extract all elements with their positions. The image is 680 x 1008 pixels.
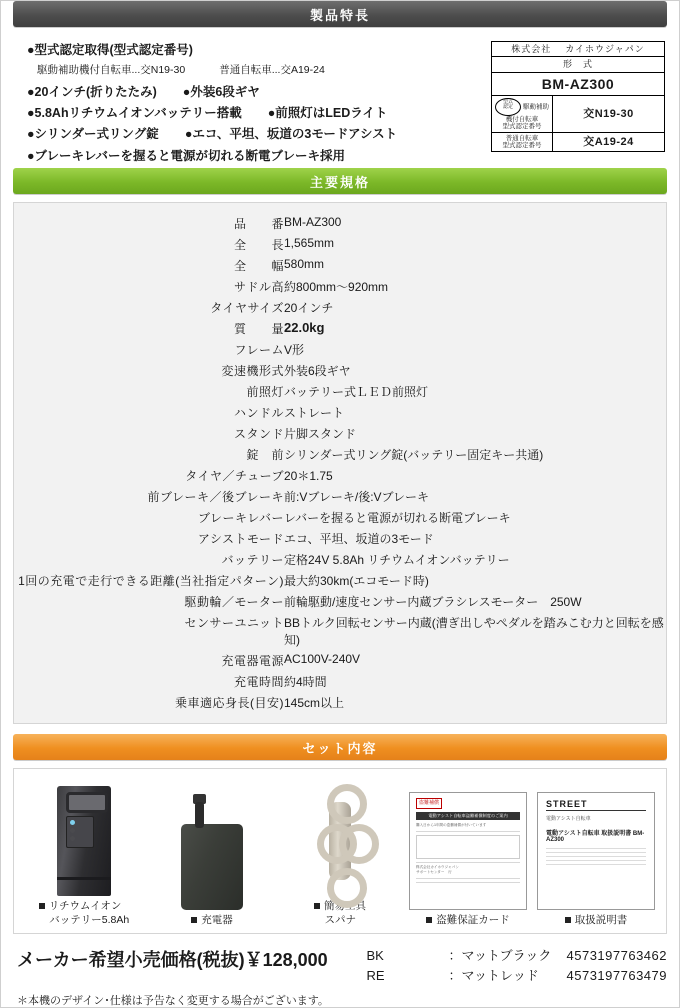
- feature-item-3: ●シリンダー式リング錠: [27, 127, 159, 142]
- battery-stripe-icon: [57, 877, 111, 880]
- spec-table: [14, 213, 666, 713]
- spec-row-label: 全 幅: [233, 259, 284, 274]
- manual-sub: 電動アシスト自転車: [546, 815, 591, 822]
- spec-row-value: 580mm: [284, 257, 325, 272]
- features-section-title: 製品特長: [309, 7, 370, 23]
- spec-row: [14, 528, 666, 549]
- spec-row: [14, 486, 666, 507]
- spec-section-title: 主要規格: [309, 174, 370, 190]
- certification-table: [491, 41, 665, 152]
- spec-row-label: バッテリー: [221, 553, 284, 568]
- set-item-4-label: 取扱説明書: [574, 913, 628, 926]
- divider: [546, 856, 646, 857]
- spec-row: [14, 444, 666, 465]
- cert-row-2-label: 普通自転車 型式認定番号: [492, 133, 553, 152]
- charger-cord-icon: [195, 802, 204, 828]
- feature-sub-left: 駆動補助機付自転車...交N19-30: [37, 64, 186, 77]
- set-item-caption: [565, 914, 628, 928]
- cert-row-2-value: 交A19-24: [553, 133, 665, 152]
- bullet-square-icon: [191, 917, 197, 923]
- cert-row-1-value: 交N19-30: [553, 95, 665, 132]
- jan-code-list: [367, 946, 668, 986]
- spec-row: [14, 591, 666, 612]
- spec-row-value: 前輪駆動/速度センサー内蔵ブラシレスモーター 250W: [284, 595, 582, 610]
- cert-company-cell: [492, 42, 665, 57]
- divider: [546, 848, 646, 849]
- set-item-caption: [39, 900, 129, 927]
- theft-card-line2: 株式会社カイホウジャパン: [416, 865, 459, 870]
- set-item-tool: [280, 776, 400, 927]
- spec-row-label: 充電器電源: [221, 654, 284, 669]
- cert-model-value: BM-AZ300: [492, 72, 665, 95]
- spec-row-value: 片脚スタンド: [284, 427, 357, 442]
- spec-row-value: 約800mm〜920mm: [284, 280, 389, 295]
- set-item-caption: [426, 914, 510, 928]
- spec-row: [14, 423, 666, 444]
- bullet-square-icon: [565, 917, 571, 923]
- jan-color-name-0: ：マットブラック: [448, 948, 552, 964]
- spec-row-label: センサーユニット: [184, 616, 284, 631]
- spec-row: [14, 234, 666, 255]
- theft-card-block: [416, 835, 520, 859]
- jan-color-code-1: RE: [366, 968, 385, 984]
- spec-row: [14, 507, 666, 528]
- spec-row-label: アシストモード: [197, 532, 284, 547]
- set-item-charger: [152, 790, 272, 928]
- divider: [416, 831, 520, 832]
- battery-icon: [57, 786, 111, 896]
- spec-row: [14, 402, 666, 423]
- disclaimer-note: ＊本機のデザイン･仕様は予告なく変更する場合がございます。: [17, 995, 329, 1008]
- jan-color-name-1: ：マットレッド: [448, 968, 539, 984]
- set-contents-container: [13, 768, 667, 934]
- feature-item-1: ●20インチ(折りたたみ): [27, 84, 157, 99]
- spec-row-label: 駆動輪／モーター: [184, 595, 284, 610]
- feature-sub-right: 普通自転車...交A19-24: [219, 64, 325, 77]
- spec-row: [14, 297, 666, 318]
- spec-row: [14, 671, 666, 692]
- spanner-icon: [317, 784, 363, 896]
- jan-number-0: 4573197763462: [566, 948, 667, 964]
- spec-row-value: ストレート: [284, 406, 345, 421]
- spec-row-label: 1回の充電で走行できる距離(当社指定パターン): [18, 574, 284, 589]
- cert-row-1-label: 型式 認定 駆動補助機付自転車 型式認定番号: [492, 95, 553, 132]
- theft-card-icon: [409, 792, 527, 910]
- spec-row-value: BM-AZ300: [284, 215, 342, 230]
- spec-row-label: 前ブレーキ／後ブレーキ: [147, 490, 284, 505]
- spec-row-value: AC100V-240V: [284, 652, 361, 667]
- spec-row-value: 20インチ: [284, 301, 334, 316]
- spec-row-value: 1,565mm: [284, 236, 335, 251]
- spec-row-value: 22.0kg: [284, 320, 325, 336]
- feature-right-item-0: ●外装6段ギヤ: [182, 84, 260, 99]
- divider: [416, 862, 520, 863]
- spec-row-label: 変速機形式: [221, 364, 284, 379]
- spec-row-label: 充電時間: [233, 675, 284, 690]
- spec-row: [14, 255, 666, 276]
- set-section-banner: [13, 734, 667, 760]
- set-item-battery: [24, 776, 144, 927]
- spec-row-label: フレーム: [234, 343, 284, 358]
- spanner-ring-icon: [327, 784, 367, 824]
- set-contents-list: [20, 777, 660, 927]
- spanner-ring-icon: [327, 868, 367, 908]
- spec-row-value: 定格24V 5.8Ah リチウムイオンバッテリー: [284, 553, 510, 568]
- cert-company-label: 株式会社: [511, 44, 552, 54]
- spec-row-value: 145cm以上: [284, 696, 345, 711]
- spec-row-label: 乗車適応身長(目安): [175, 696, 284, 711]
- charger-art: [152, 790, 272, 910]
- spec-row-value: BBトルク回転センサー内蔵(漕ぎ出しやペダルを踏みこむ力と回転を感知): [284, 616, 664, 648]
- set-item-0-label: リチウムイオン バッテリー5.8Ah: [38, 899, 130, 926]
- theft-card-art: [408, 790, 528, 910]
- spec-row: [14, 650, 666, 671]
- spec-row-label: 品 番: [233, 217, 284, 232]
- spec-row: [14, 360, 666, 381]
- spec-row: [14, 692, 666, 713]
- spec-row-value: 最大約30km(エコモード時): [284, 574, 429, 589]
- spec-row: [14, 381, 666, 402]
- theft-card-bar: 電動アシスト自転車盗難補償制度のご案内: [416, 812, 520, 820]
- spec-row-value: 外装6段ギヤ: [284, 364, 351, 379]
- spec-row-value: レバーを握ると電源が切れる断電ブレーキ: [284, 511, 511, 526]
- spec-row: [14, 465, 666, 486]
- spec-row-label: 質 量: [233, 322, 284, 337]
- spec-row-value: エコ、平坦、坂道の3モード: [284, 532, 434, 547]
- spec-row-label: 全 長: [233, 238, 284, 253]
- spec-table-container: [13, 202, 667, 724]
- theft-card-line3: サポートセンター 行: [416, 870, 452, 875]
- set-item-theft-card: [408, 790, 528, 928]
- spec-row-label: ハンドル: [233, 406, 284, 421]
- spanner-ring-icon: [339, 824, 379, 864]
- feature-item-2: ●5.8Ahリチウムイオンバッテリー搭載: [27, 106, 242, 121]
- spec-row: [14, 213, 666, 234]
- spec-row-value: 20＊1.75: [284, 469, 333, 484]
- set-item-1-label: 充電器: [201, 913, 233, 926]
- set-item-3-label: 盗難保証カード: [436, 913, 510, 926]
- features-section-banner: [13, 1, 667, 27]
- spec-row-label: 錠 前: [246, 448, 284, 463]
- battery-art: [24, 776, 144, 896]
- spec-table-body: [14, 213, 666, 713]
- spanner-art: [280, 776, 400, 896]
- price-label: メーカー希望小売価格(税抜)￥128,000: [17, 950, 328, 971]
- spec-row-label: 前照灯: [246, 385, 284, 400]
- divider: [546, 860, 646, 861]
- bullet-square-icon: [314, 903, 320, 909]
- cert-company-name: カイホウジャパン: [565, 44, 645, 54]
- cert-model-label: 形 式: [492, 57, 665, 72]
- spec-row-label: ブレーキレバー: [197, 511, 284, 526]
- spec-row-value: 約4時間: [284, 675, 327, 690]
- approval-badge-icon: 型式 認定: [495, 98, 521, 116]
- set-item-2-label: 簡易工具 スパナ: [314, 899, 366, 926]
- theft-card-badge: 盗難補償: [416, 798, 442, 809]
- cert-row-2: [492, 133, 665, 152]
- spec-row-value: シリンダー式リング錠(バッテリー固定キー共通): [284, 448, 544, 463]
- cert-company-row: [492, 42, 665, 57]
- set-section-title: セット内容: [302, 740, 378, 756]
- jan-number-1: 4573197763479: [566, 968, 667, 984]
- spec-row-label: タイヤ／チューブ: [185, 469, 284, 484]
- manual-brand: STREET: [546, 799, 646, 811]
- battery-handle-icon: [66, 792, 108, 813]
- jan-color-code-0: BK: [366, 948, 384, 964]
- manual-art: [536, 790, 656, 910]
- spec-row-label: サドル高: [233, 280, 284, 295]
- spec-row-value: 前:Vブレーキ/後:Vブレーキ: [284, 490, 430, 505]
- spec-section-banner: [13, 168, 667, 194]
- feature-item-0: ●型式認定取得(型式認定番号): [27, 43, 193, 57]
- spec-row: [14, 276, 666, 297]
- spec-row: [14, 612, 666, 650]
- jan-row-1: [367, 966, 668, 986]
- spec-row-value: V形: [284, 343, 305, 358]
- set-item-caption: [191, 914, 233, 928]
- divider: [416, 882, 520, 883]
- bullet-square-icon: [39, 903, 45, 909]
- theft-card-line1: 購入日から1年間の盗難補償が付いています: [416, 822, 487, 827]
- spec-row: [14, 339, 666, 360]
- divider: [416, 878, 520, 879]
- spec-row-label: タイヤサイズ: [210, 301, 284, 316]
- jan-row-0: [367, 946, 668, 966]
- spec-row: [14, 549, 666, 570]
- spec-row: [14, 570, 666, 591]
- battery-led-icon: [70, 820, 75, 825]
- divider: [546, 864, 646, 865]
- spec-row: [14, 318, 666, 339]
- charger-icon: [181, 824, 243, 910]
- feature-item-4: ●ブレーキレバーを握ると電源が切れる断電ブレーキ採用: [27, 148, 346, 163]
- spec-row-label: スタンド: [233, 427, 284, 442]
- cert-model-value-row: [492, 72, 665, 95]
- features-section: [13, 37, 667, 166]
- price-footer: [17, 946, 667, 986]
- spec-row-value: バッテリー式ＬＥＤ前照灯: [284, 385, 429, 400]
- manual-icon: [537, 792, 655, 910]
- feature-right-item-2: ●エコ、平坦、坂道の3モードアシスト: [184, 127, 398, 142]
- cert-model-label-row: [492, 57, 665, 72]
- cert-row-1: [492, 95, 665, 132]
- set-item-manual: [536, 790, 656, 928]
- manual-title: 電動アシスト自転車 取扱説明書 BM-AZ300: [546, 830, 645, 843]
- divider: [546, 852, 646, 853]
- bullet-square-icon: [426, 917, 432, 923]
- feature-right-item-1: ●前照灯はLEDライト: [267, 106, 388, 121]
